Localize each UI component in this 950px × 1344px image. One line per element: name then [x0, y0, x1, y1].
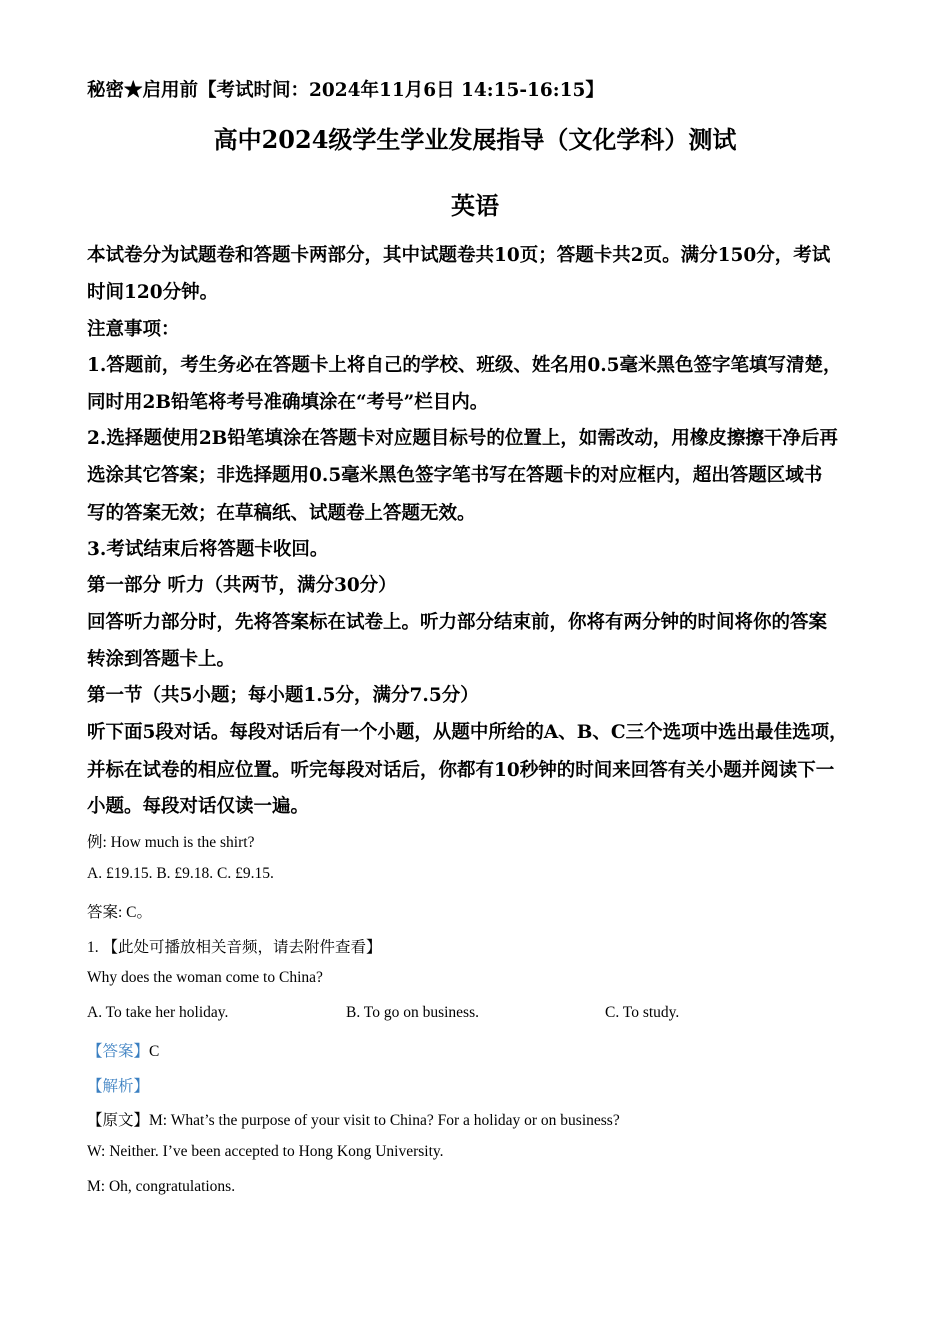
- intro-line-1: 本试卷分为试题卷和答题卡两部分，其中试题卷共10页；答题卡共2页。满分150分，考试: [87, 245, 831, 266]
- part1-heading: 第一部分 听力（共两节，满分30分）: [87, 575, 397, 596]
- analysis-label: 【解析】: [87, 1078, 150, 1095]
- note-2-line-3: 写的答案无效；在草稿纸、试题卷上答题无效。: [87, 503, 476, 524]
- example-options: A. £19.15. B. £9.18. C. £9.15.: [87, 865, 274, 882]
- q1-question: Why does the woman come to China?: [87, 969, 323, 986]
- original-m1: [87, 1108, 620, 1130]
- note-3: 3.考试结束后将答题卡收回。: [87, 539, 329, 560]
- section1-line-2: 并标在试卷的相应位置。听完每段对话后，你都有10秒钟的时间来回答有关小题并阅读下一: [87, 760, 835, 781]
- note-1-line-1: 1.答题前，考生务必在答题卡上将自己的学校、班级、姓名用0.5毫米黑色签字笔填写清楚，: [87, 355, 842, 376]
- answer-value: C: [149, 1043, 160, 1060]
- q1-option-a: A. To take her holiday.: [87, 1004, 229, 1021]
- intro-line-2: 时间120分钟。: [87, 282, 219, 303]
- section1-line-1: 听下面5段对话。每段对话后有一个小题，从题中所给的A、B、C三个选项中选出最佳选项，: [87, 722, 848, 743]
- secret-line: 秘密★启用前【考试时间：2024年11月6日 14:15-16:15】: [87, 80, 604, 101]
- part1-instr-line-2: 转涂到答题卡上。: [87, 649, 236, 670]
- q1-option-b: B. To go on business.: [346, 1004, 479, 1021]
- q1-answer-row: [87, 1039, 159, 1061]
- answer-label: 【答案】: [87, 1043, 150, 1060]
- q1-audio-note: 1. 【此处可播放相关音频，请去附件查看】: [87, 939, 382, 956]
- original-w1: W: Neither. I’ve been accepted to Hong Kong University.: [87, 1143, 444, 1160]
- notes-heading: 注意事项：: [87, 319, 180, 340]
- section1-line-3: 小题。每段对话仅读一遍。: [87, 796, 310, 817]
- example-question: 例: How much is the shirt?: [87, 834, 255, 851]
- original-label: 【原文】: [87, 1112, 150, 1129]
- part1-instr-line-1: 回答听力部分时，先将答案标在试卷上。听力部分结束前，你将有两分钟的时间将你的答案: [87, 612, 828, 633]
- note-2-line-2: 选涂其它答案；非选择题用0.5毫米黑色签字笔书写在答题卡的对应框内，超出答题区域书: [87, 465, 823, 486]
- example-answer: 答案: C。: [87, 904, 153, 921]
- original-m2: M: Oh, congratulations.: [87, 1178, 236, 1195]
- original-m1-text: M: What’s the purpose of your visit to China? For a holiday or on business?: [149, 1112, 620, 1129]
- note-2-line-1: 2.选择题使用2B铅笔填涂在答题卡对应题目标号的位置上，如需改动，用橡皮擦擦干净后再: [87, 428, 838, 449]
- subject-title: 英语: [451, 191, 499, 220]
- q1-option-c: C. To study.: [605, 1004, 680, 1021]
- page-title: 高中2024级学生学业发展指导（文化学科）测试: [213, 125, 737, 154]
- section1-heading: 第一节（共5小题；每小题1.5分，满分7.5分）: [87, 685, 479, 706]
- note-1-line-2: 同时用2B铅笔将考号准确填涂在“考号”栏目内。: [87, 392, 489, 413]
